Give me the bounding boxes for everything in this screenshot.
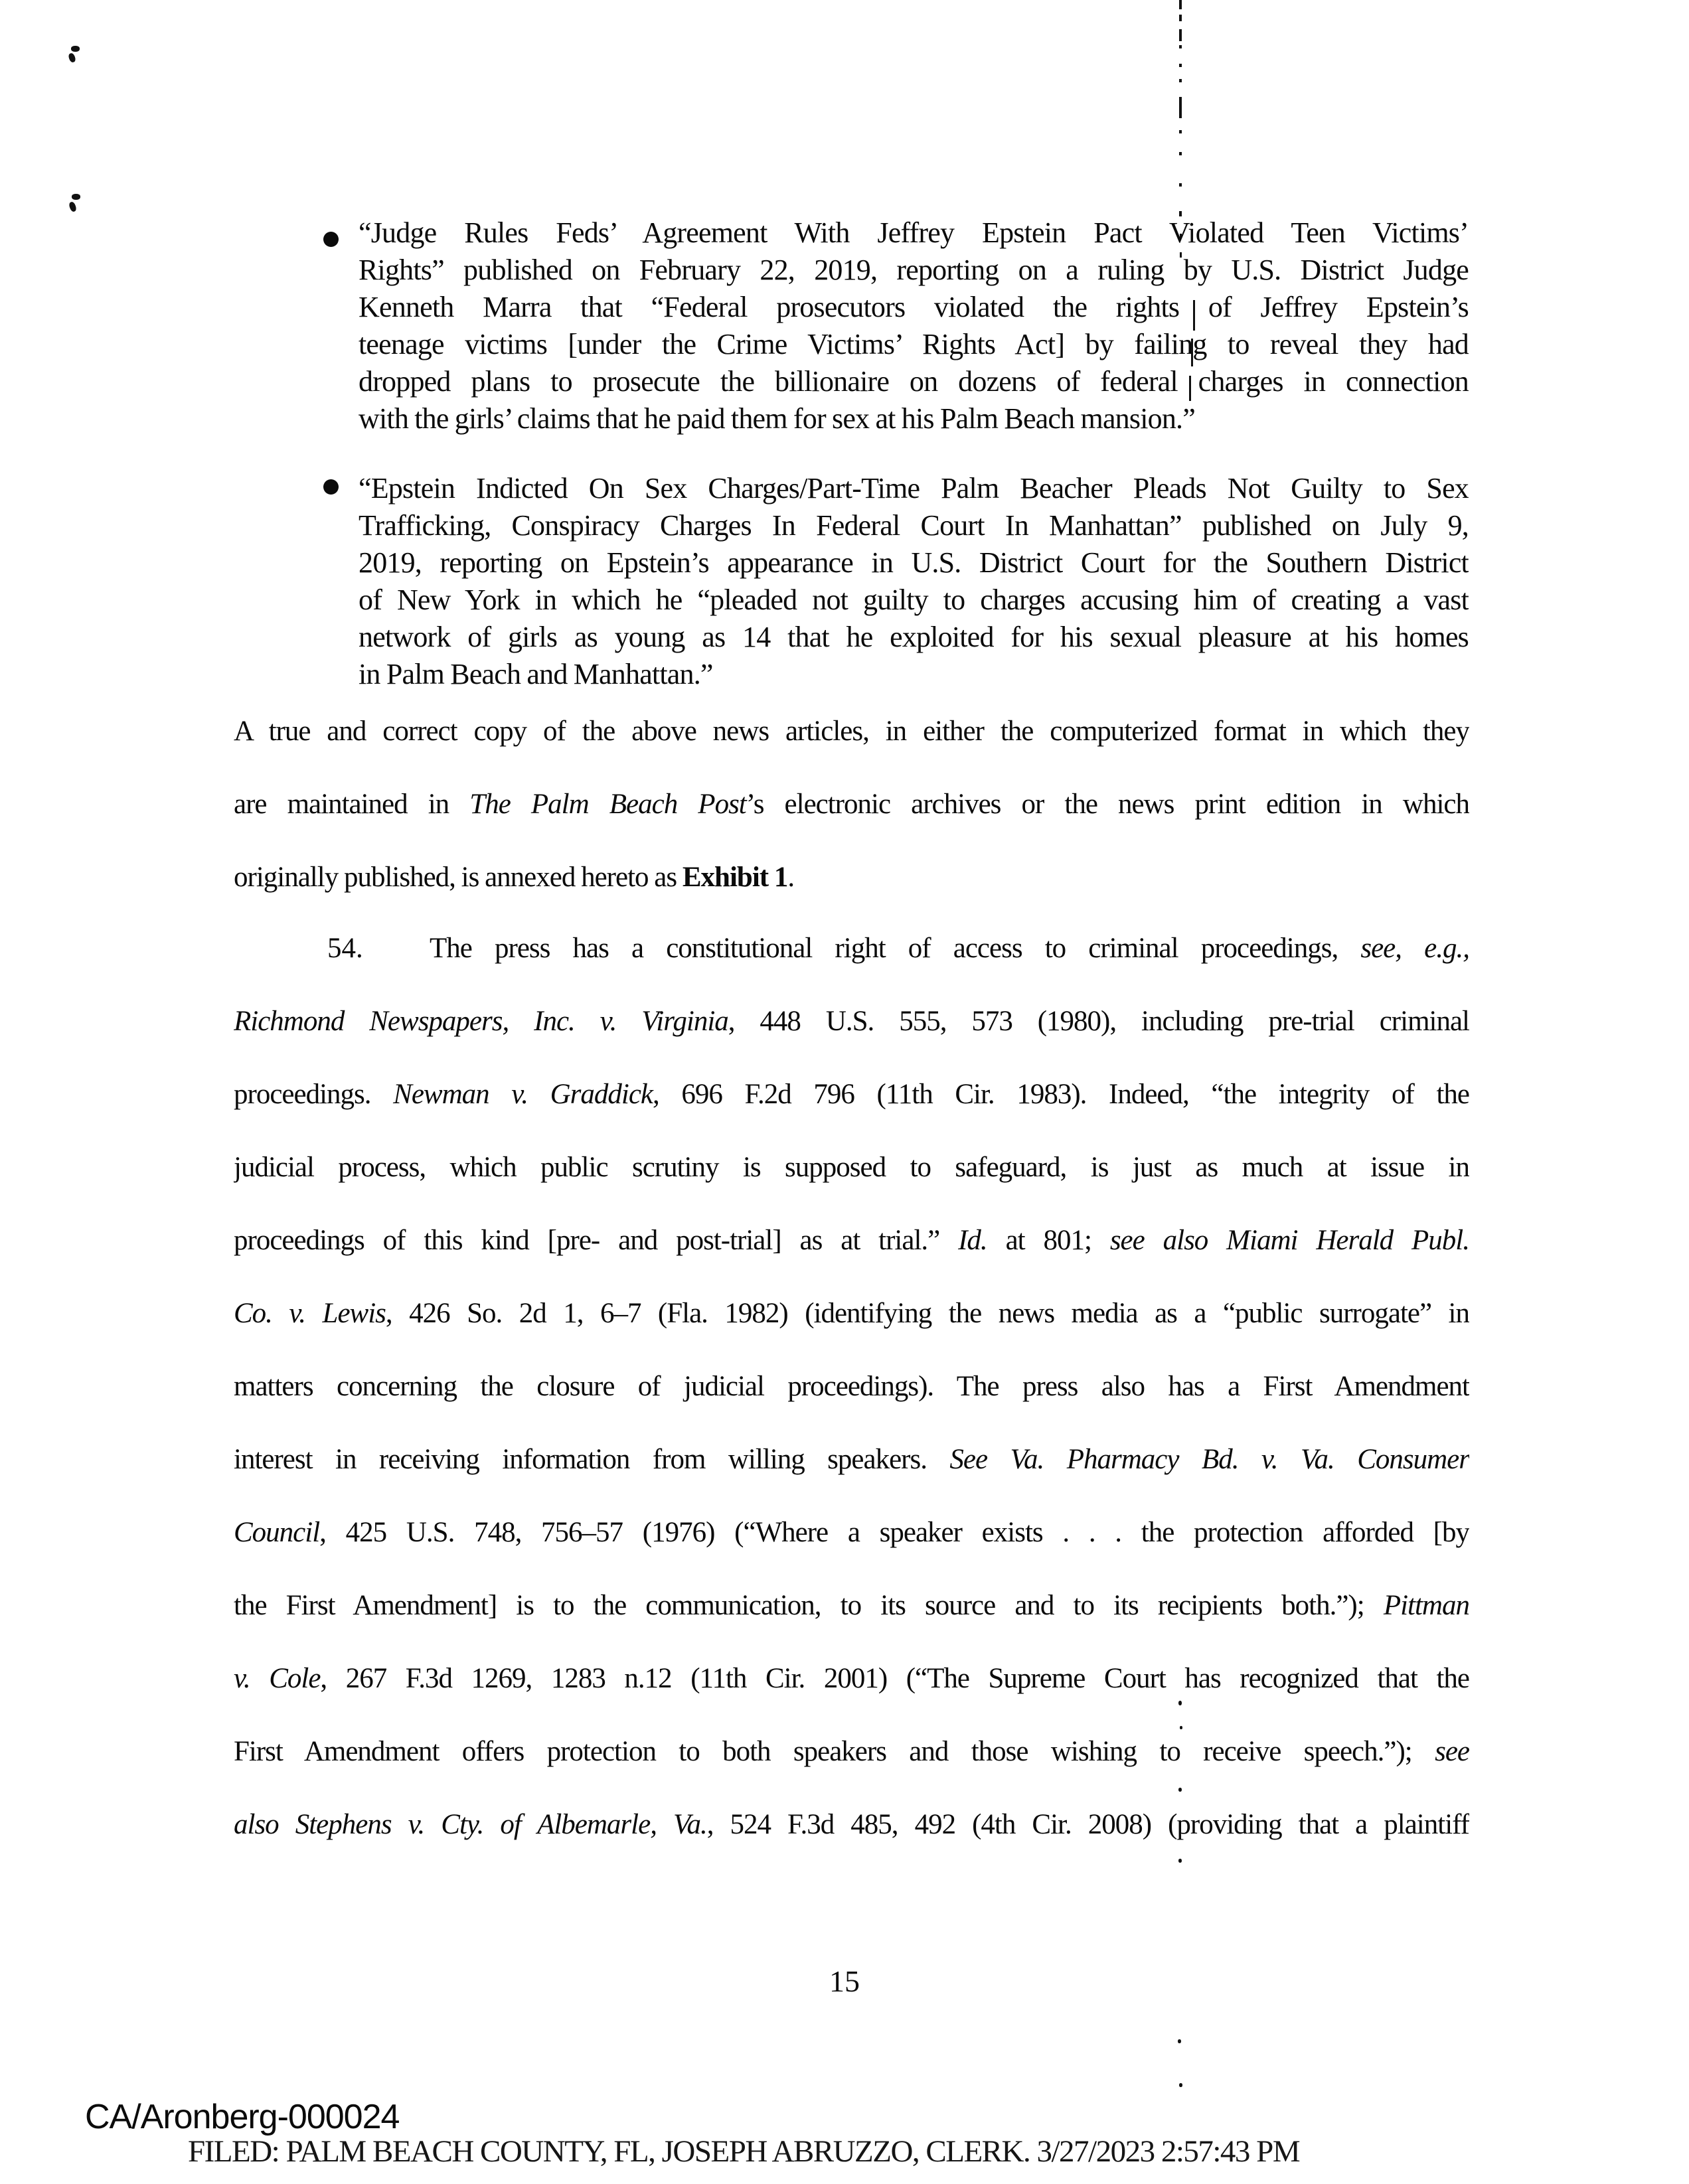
text-line: proceedings. Newman v. Graddick, 696 F.2d 796 (11th Cir. 1983). Indeed, “the integrity of the [234, 1079, 1469, 1110]
text-line: teenage victims [under the Crime Victims’ Rights Act] by failing to reveal they had [359, 328, 1469, 360]
text-line: are maintained in The Palm Beach Post’s electronic archives or the news print edition in which [234, 789, 1469, 820]
text-line: interest in receiving information from willing speakers. See Va. Pharmacy Bd. v. Va. Consumer [234, 1444, 1469, 1475]
text-line: with the girls’ claims that he paid them for sex at his Palm Beach mansion.” [359, 402, 1195, 435]
text-line: “Judge Rules Feds’ Agreement With Jeffrey Epstein Pact Violated Teen Victims’ [359, 216, 1469, 249]
text-line: 54. The press has a constitutional right of access to criminal proceedings, see, e.g., [327, 933, 1469, 964]
text-line: also Stephens v. Cty. of Albemarle, Va., 524 F.3d 485, 492 (4th Cir. 2008) (providing that a plaintiff [234, 1809, 1469, 1840]
bates-stamp: CA/Aronberg-000024 [85, 2098, 400, 2136]
text-line: Richmond Newspapers, Inc. v. Virginia, 448 U.S. 555, 573 (1980), including pre-trial criminal [234, 1006, 1469, 1037]
text-line: of New York in which he “pleaded not guilty to charges accusing him of creating a vast [359, 584, 1469, 616]
text-line: “Epstein Indicted On Sex Charges/Part-Time Palm Beacher Pleads Not Guilty to Sex [359, 472, 1469, 505]
page-number: 15 [829, 1964, 860, 1998]
bullet-item-news-article-1 [359, 214, 1469, 437]
bullet-dot [323, 232, 339, 247]
text-line: judicial process, which public scrutiny is supposed to safeguard, is just as much at issue in [234, 1152, 1469, 1183]
text-line: originally published, is annexed hereto as Exhibit 1. [234, 862, 795, 893]
text-line: Trafficking, Conspiracy Charges In Federal Court In Manhattan” published on July 9, [359, 509, 1469, 542]
text-line: Council, 425 U.S. 748, 756–57 (1976) (“Where a speaker exists . . . the protection afforded [by [234, 1517, 1469, 1548]
text-line: 2019, reporting on Epstein’s appearance in U.S. District Court for the Southern District [359, 546, 1469, 579]
text-line: A true and correct copy of the above news articles, in either the computerized format in which they [234, 716, 1469, 747]
text-line: Rights” published on February 22, 2019, reporting on a ruling by U.S. District Judge [359, 254, 1469, 286]
text-line: First Amendment offers protection to both speakers and those wishing to receive speech.”); see [234, 1736, 1469, 1767]
text-line: the First Amendment] is to the communication, to its source and to its recipients both.”); Pittman [234, 1590, 1469, 1621]
text-line: network of girls as young as 14 that he exploited for his sexual pleasure at his homes [359, 621, 1469, 653]
paragraph-exhibit-copy [234, 695, 1469, 914]
text-line: Kenneth Marra that “Federal prosecutors violated the rights of Jeffrey Epstein’s [359, 291, 1469, 323]
text-line: in Palm Beach and Manhattan.” [359, 658, 713, 690]
text-line: matters concerning the closure of judicial proceedings). The press also has a First Amendment [234, 1371, 1469, 1402]
bullet-item-news-article-2 [359, 470, 1469, 693]
text-line: dropped plans to prosecute the billionaire on dozens of federal charges in connection [359, 365, 1469, 398]
text-line: proceedings of this kind [pre- and post-trial] as at trial.” Id. at 801; see also Miami Herald Publ. [234, 1225, 1469, 1256]
paragraph-54 [234, 912, 1469, 1861]
text-line: v. Cole, 267 F.3d 1269, 1283 n.12 (11th Cir. 2001) (“The Supreme Court has recognized that the [234, 1663, 1469, 1694]
clerk-filing-stamp: FILED: PALM BEACH COUNTY, FL, JOSEPH ABRUZZO, CLERK. 3/27/2023 2:57:43 PM [188, 2134, 1300, 2169]
bullet-dot [323, 479, 339, 495]
text-line: Co. v. Lewis, 426 So. 2d 1, 6–7 (Fla. 1982) (identifying the news media as a “public surrogate” in [234, 1298, 1469, 1329]
